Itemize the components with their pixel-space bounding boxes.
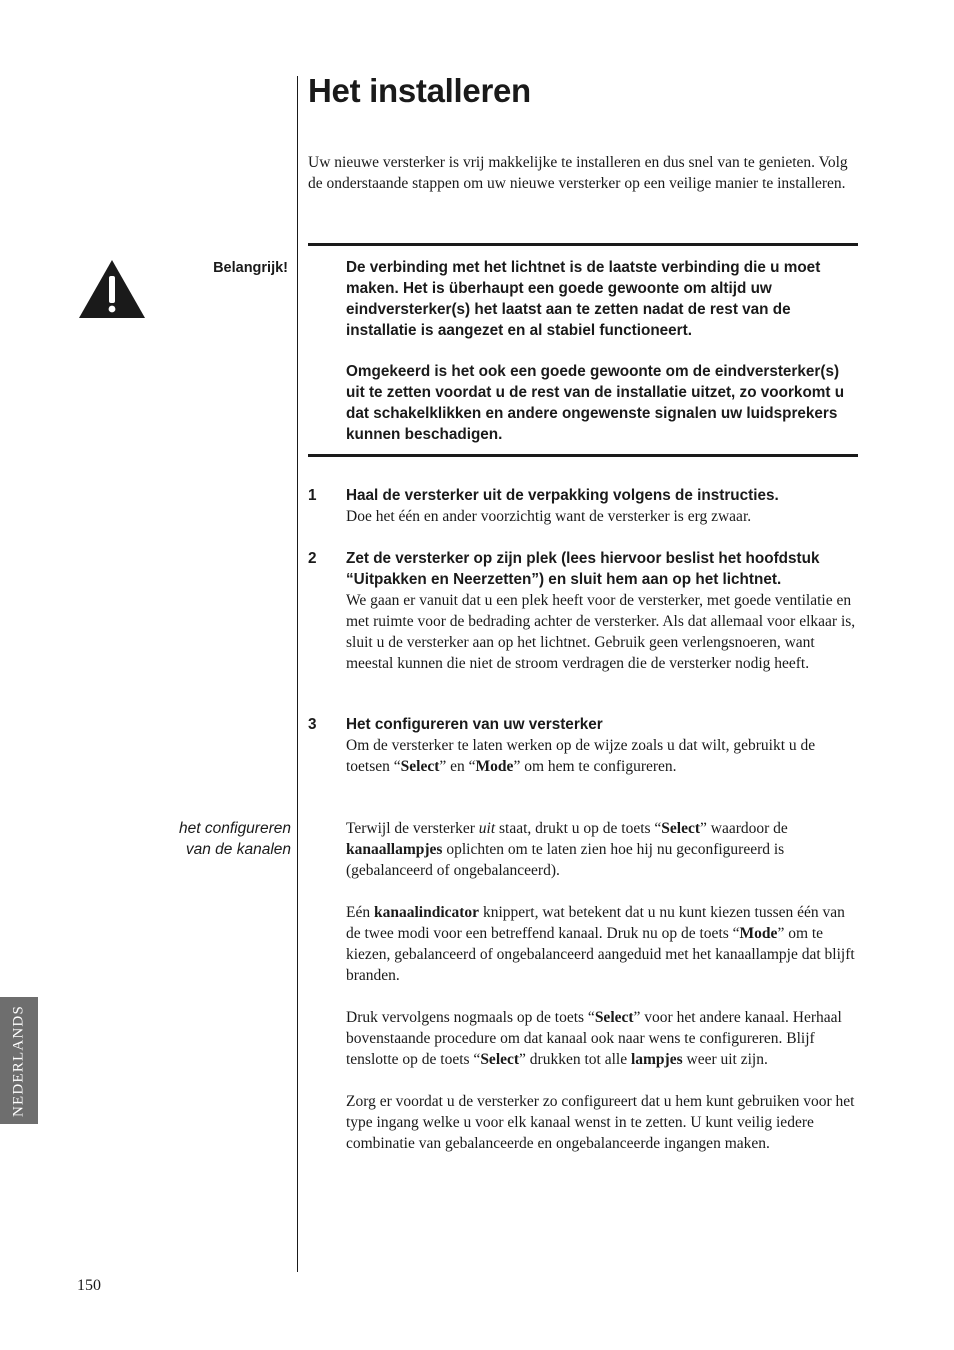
intro-paragraph: Uw nieuwe versterker is vrij makkelijke te installeren en dus snel van te genieten. Volg de onderstaande stappen om uw nieuwe versterker op een veilige manier te installeren.: [308, 154, 848, 192]
page-title: Het installeren: [308, 72, 531, 109]
step-description: Doe het één en ander voorzichtig want de versterker is erg zwaar.: [346, 508, 752, 525]
page-number: 150: [77, 1277, 101, 1294]
step-3: [308, 714, 858, 777]
warning-bottom-rule: [308, 454, 858, 457]
step-title: Zet de versterker op zijn plek (lees hiervoor beslist het hoofdstuk “Uitpakken en Neerzetten”) en sluit hem aan op het lichtnet.: [346, 550, 820, 588]
step-number: 2: [308, 550, 317, 567]
step-description: Om de versterker te laten werken op de wijze zoals u dat wilt, gebruikt u de toetsen “Select” en “Mode” om hem te configureren.: [346, 737, 816, 775]
step-number: 1: [308, 487, 317, 504]
config-section-text: [346, 818, 856, 1154]
language-tab: [0, 997, 38, 1124]
config-paragraph: Eén kanaalindicator knippert, wat betekent dat u nu kunt kiezen tussen één van de twee modi voor een betreffend kanaal. Druk nu op de toets “Mode” om te kiezen, gebalanceerd of ongebalanceerd aangeduid met het kanaallampje dat blijft branden.: [346, 904, 855, 984]
warning-text: [346, 257, 856, 445]
warning-triangle-icon: [77, 258, 147, 320]
config-section-label: het configureren van de kanalen: [178, 820, 291, 858]
step-2: [308, 548, 858, 674]
warning-paragraph: Omgekeerd is het ook een goede gewoonte om de eindversterker(s) uit te zetten voordat u de rest van de installatie uitzet, zo voorkomt u dat schakelklikken en andere ongewenste signalen uw luidsprekers kunnen beschadigen.: [346, 363, 845, 443]
language-tab-label: NEDERLANDS: [10, 1004, 27, 1117]
config-paragraph: Druk vervolgens nogmaals op de toets “Select” voor het andere kanaal. Herhaal bovenstaande procedure om dat kanaal ook naar wens te configureren. Blijf tenslotte op de toets “Select” drukken tot alle lampjes weer uit zijn.: [346, 1009, 842, 1068]
config-paragraph: Zorg er voordat u de versterker zo configureert dat u hem kunt gebruiken voor het type ingang welke u voor elk kanaal wenst in te zetten. U kunt veilig iedere combinatie van gebalanceerde en ongebalanceerde ingangen maken.: [346, 1093, 855, 1152]
step-1: [308, 485, 858, 527]
config-paragraph: Terwijl de versterker uit staat, drukt u op de toets “Select” waardoor de kanaallampjes oplichten om te laten zien hoe hij nu geconfigureerd is (gebalanceerd of ongebalanceerd).: [346, 820, 788, 879]
step-title: Haal de versterker uit de verpakking volgens de instructies.: [346, 487, 779, 504]
step-number: 3: [308, 716, 317, 733]
step-description: We gaan er vanuit dat u een plek heeft voor de versterker, met goede ventilatie en met ruimte voor de bedrading achter de versterker. Als dat allemaal voor elkaar is, sluit u de versterker aan op het lichtnet. Gebruik geen verlengsnoeren, want meestal kunnen die niet de stroom verdragen die de versterker nodig heeft.: [346, 592, 856, 672]
warning-paragraph: De verbinding met het lichtnet is de laatste verbinding die u moet maken. Het is überhaupt een goede gewoonte om altijd uw eindversterker(s) het laatst aan te zetten nadat de rest van de installatie is aangezet en al stabiel functioneert.: [346, 259, 821, 339]
step-title: Het configureren van uw versterker: [346, 716, 603, 733]
warning-label: Belangrijk!: [213, 260, 288, 276]
vertical-divider: [297, 76, 298, 1272]
warning-top-rule: [308, 243, 858, 246]
